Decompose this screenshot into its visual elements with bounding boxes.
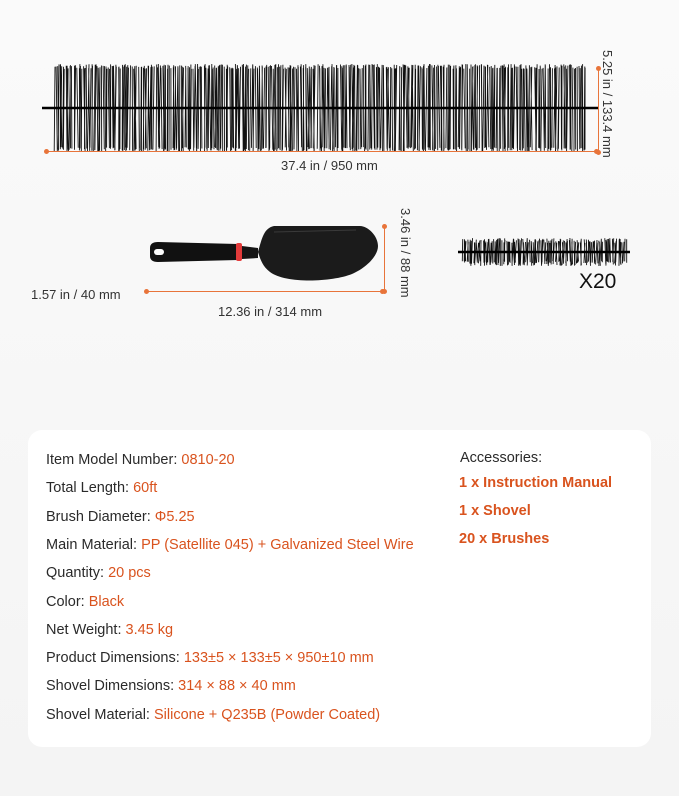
spec-row xyxy=(46,565,151,581)
accessories-title: Accessories: xyxy=(460,450,543,466)
quantity-label: X20 xyxy=(579,270,617,293)
spec-row xyxy=(46,622,173,638)
accessory-item: 1 x Shovel xyxy=(459,503,531,519)
spec-row xyxy=(46,480,157,496)
spec-value: PP (Satellite 045) + Galvanized Steel Wire xyxy=(141,536,414,553)
shovel-length-label: 12.36 in / 314 mm xyxy=(218,304,323,319)
spec-value: 3.45 kg xyxy=(125,621,174,638)
spec-value: Φ5.25 xyxy=(154,508,195,525)
brush-diameter-line xyxy=(598,68,599,152)
spec-row xyxy=(46,452,235,468)
accessory-item: 20 x Brushes xyxy=(459,531,550,547)
spec-value: 20 pcs xyxy=(108,565,151,582)
spec-value: 133±5 × 133±5 × 950±10 mm xyxy=(183,650,374,667)
shovel-length-line xyxy=(146,291,382,292)
brush-diameter-label: 5.25 in / 133.4 mm xyxy=(600,50,615,158)
spec-label: Shovel Dimensions: xyxy=(46,678,179,695)
spec-row xyxy=(46,509,195,525)
spec-label: Quantity: xyxy=(46,565,109,582)
spec-label: Main Material: xyxy=(46,536,142,553)
spec-card xyxy=(28,430,651,747)
shovel-width-label: 3.46 in / 88 mm xyxy=(398,208,413,298)
hand-shovel-image xyxy=(146,222,386,294)
gutter-brush-image xyxy=(40,62,600,154)
shovel-width-dot-top xyxy=(382,224,387,229)
accessory-item: 1 x Instruction Manual xyxy=(459,475,613,491)
brush-length-dot-left xyxy=(44,149,49,154)
spec-label: Product Dimensions: xyxy=(46,650,184,667)
spec-row xyxy=(46,678,296,694)
shovel-width-dot-bottom xyxy=(382,289,387,294)
spec-row xyxy=(46,594,124,610)
shovel-length-dot-left xyxy=(144,289,149,294)
spec-label: Total Length: xyxy=(46,480,134,497)
brush-length-label: 37.4 in / 950 mm xyxy=(281,158,378,173)
spec-label: Item Model Number: xyxy=(46,452,182,468)
spec-label: Brush Diameter: xyxy=(46,508,155,525)
small-brush-image xyxy=(456,236,632,268)
shovel-depth-label: 1.57 in / 40 mm xyxy=(31,287,121,302)
shovel-width-line xyxy=(384,226,385,292)
spec-value: 0810-20 xyxy=(181,452,235,468)
spec-value: 314 × 88 × 40 mm xyxy=(178,678,296,695)
brush-length-line xyxy=(46,151,596,152)
spec-label: Net Weight: xyxy=(46,621,126,638)
spec-row xyxy=(46,650,374,666)
spec-value: 60ft xyxy=(133,480,158,497)
spec-label: Shovel Material: xyxy=(46,706,154,723)
spec-label: Color: xyxy=(46,593,89,610)
spec-value: Black xyxy=(88,593,125,610)
spec-value: Silicone + Q235B (Powder Coated) xyxy=(154,706,381,723)
spec-row xyxy=(46,537,414,553)
spec-row xyxy=(46,707,380,723)
